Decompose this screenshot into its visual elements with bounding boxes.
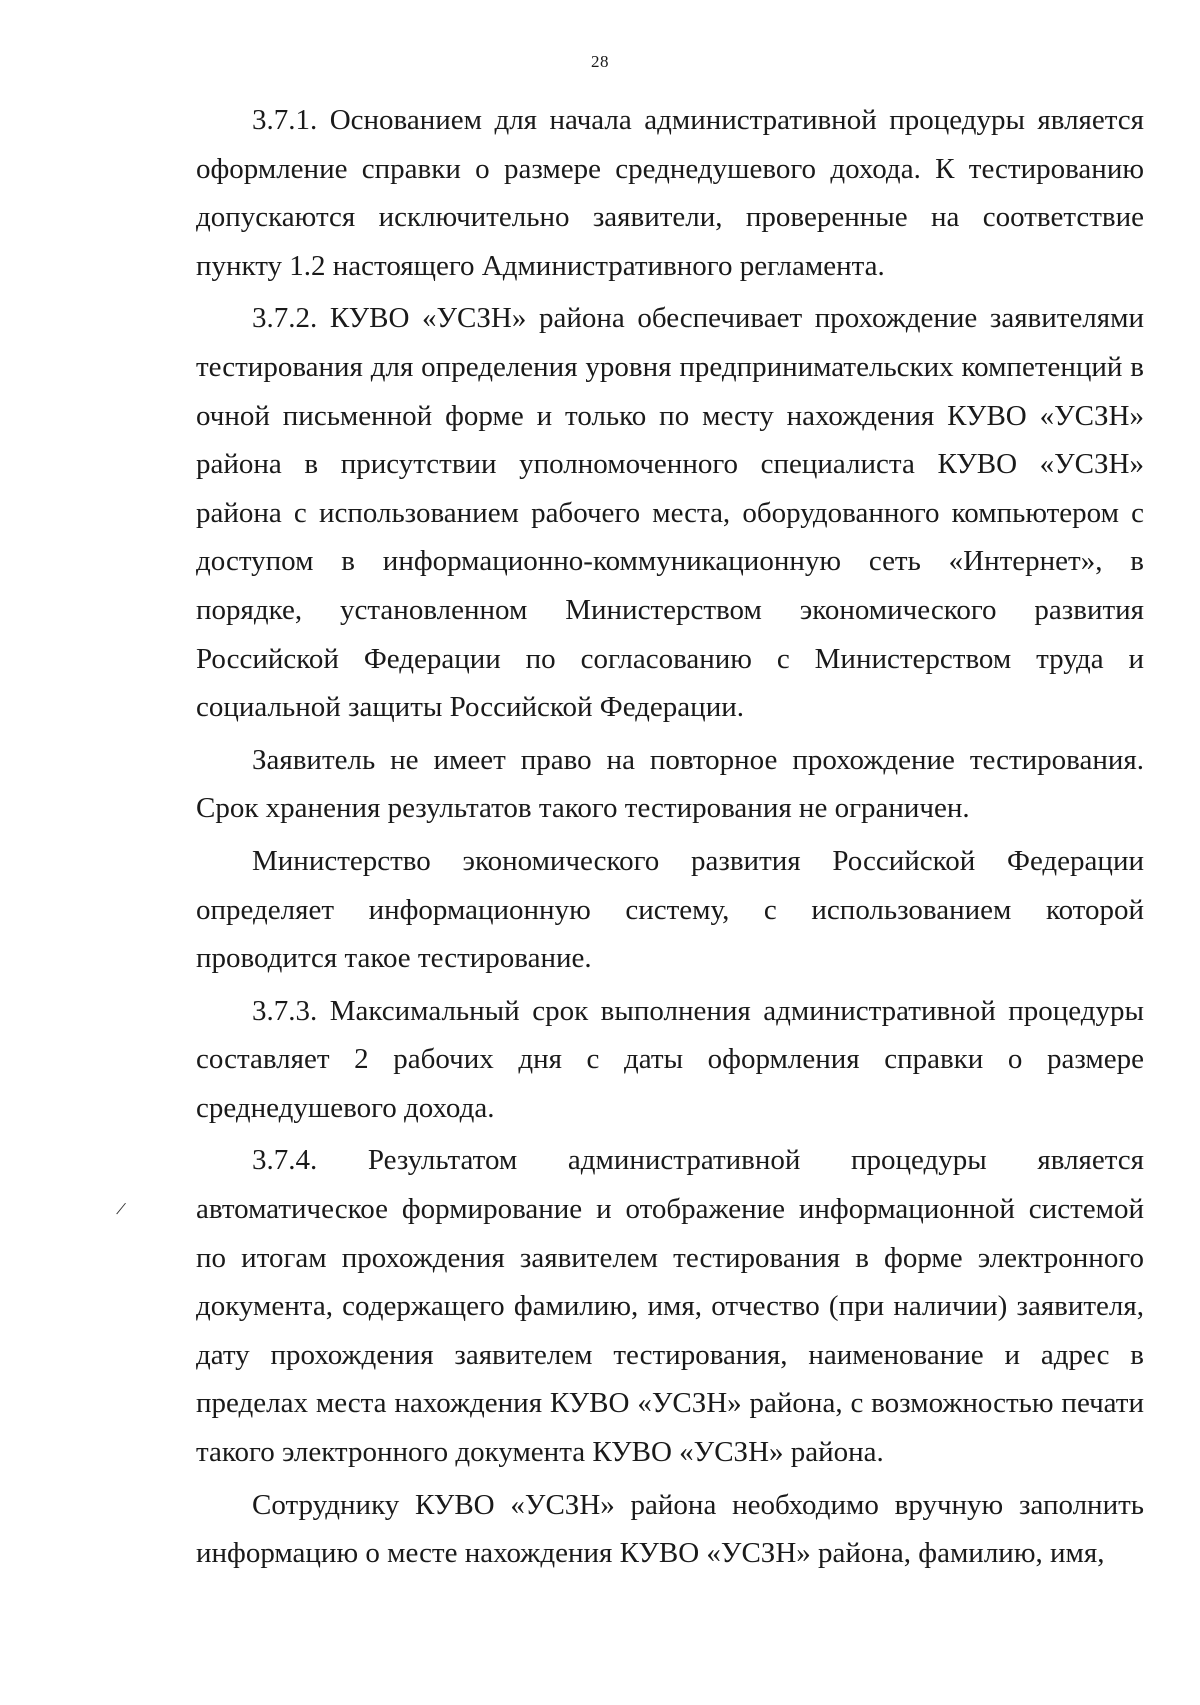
paragraph-3-7-4: 3.7.4. Результатом административной процедуры является автоматическое формирование и отображение информационной системой по итогам прохождения заявителем тестирования в форме электронного документа, содержащего фамилию, имя, отчество (при наличии) заявителя, дату прохождения заявителем тестирования, наименование и адрес в пределах места нахождения КУВО «УСЗН» района, с возможностью печати такого электронного документа КУВО «УСЗН» района. [196, 1144, 1144, 1469]
paragraph-3-7-1: 3.7.1. Основанием для начала административной процедуры является оформление справки о размере среднедушевого дохода. К тестированию допускаются исключительно заявители, проверенные на соответствие пункту 1.2 настоящего Административного регламента. [196, 104, 1144, 282]
paragraph-3-7-3: 3.7.3. Максимальный срок выполнения административной процедуры составляет 2 рабочих дня с даты оформления справки о размере среднедушевого дохода. [196, 994, 1144, 1124]
stray-pen-mark: / [114, 1197, 128, 1221]
document-body [196, 96, 1144, 1582]
paragraph-ministry: Министерство экономического развития Российской Федерации определяет информационную систему, с использованием которой проводится такое тестирование. [196, 844, 1144, 975]
paragraph-3-7-2: 3.7.2. КУВО «УСЗН» района обеспечивает прохождение заявителями тестирования для определения уровня предпринимательских компетенций в очной письменной форме и только по месту нахождения КУВО «УСЗН» района в присутствии уполномоченного специалиста КУВО «УСЗН» района с использованием рабочего места, оборудованного компьютером с доступом в информационно-коммуникационную сеть «Интернет», в порядке, установленном Министерством экономического развития Российской Федерации по согласованию с Министерством труда и социальной защиты Российской Федерации. [196, 302, 1144, 724]
paragraph-retest: Заявитель не имеет право на повторное прохождение тестирования. Срок хранения результатов такого тестирования не ограничен. [196, 743, 1144, 825]
paragraph-employee: Сотруднику КУВО «УСЗН» района необходимо вручную заполнить информацию о месте нахождения КУВО «УСЗН» района, фамилию, имя, [196, 1488, 1144, 1570]
page-number: 28 [591, 52, 609, 71]
